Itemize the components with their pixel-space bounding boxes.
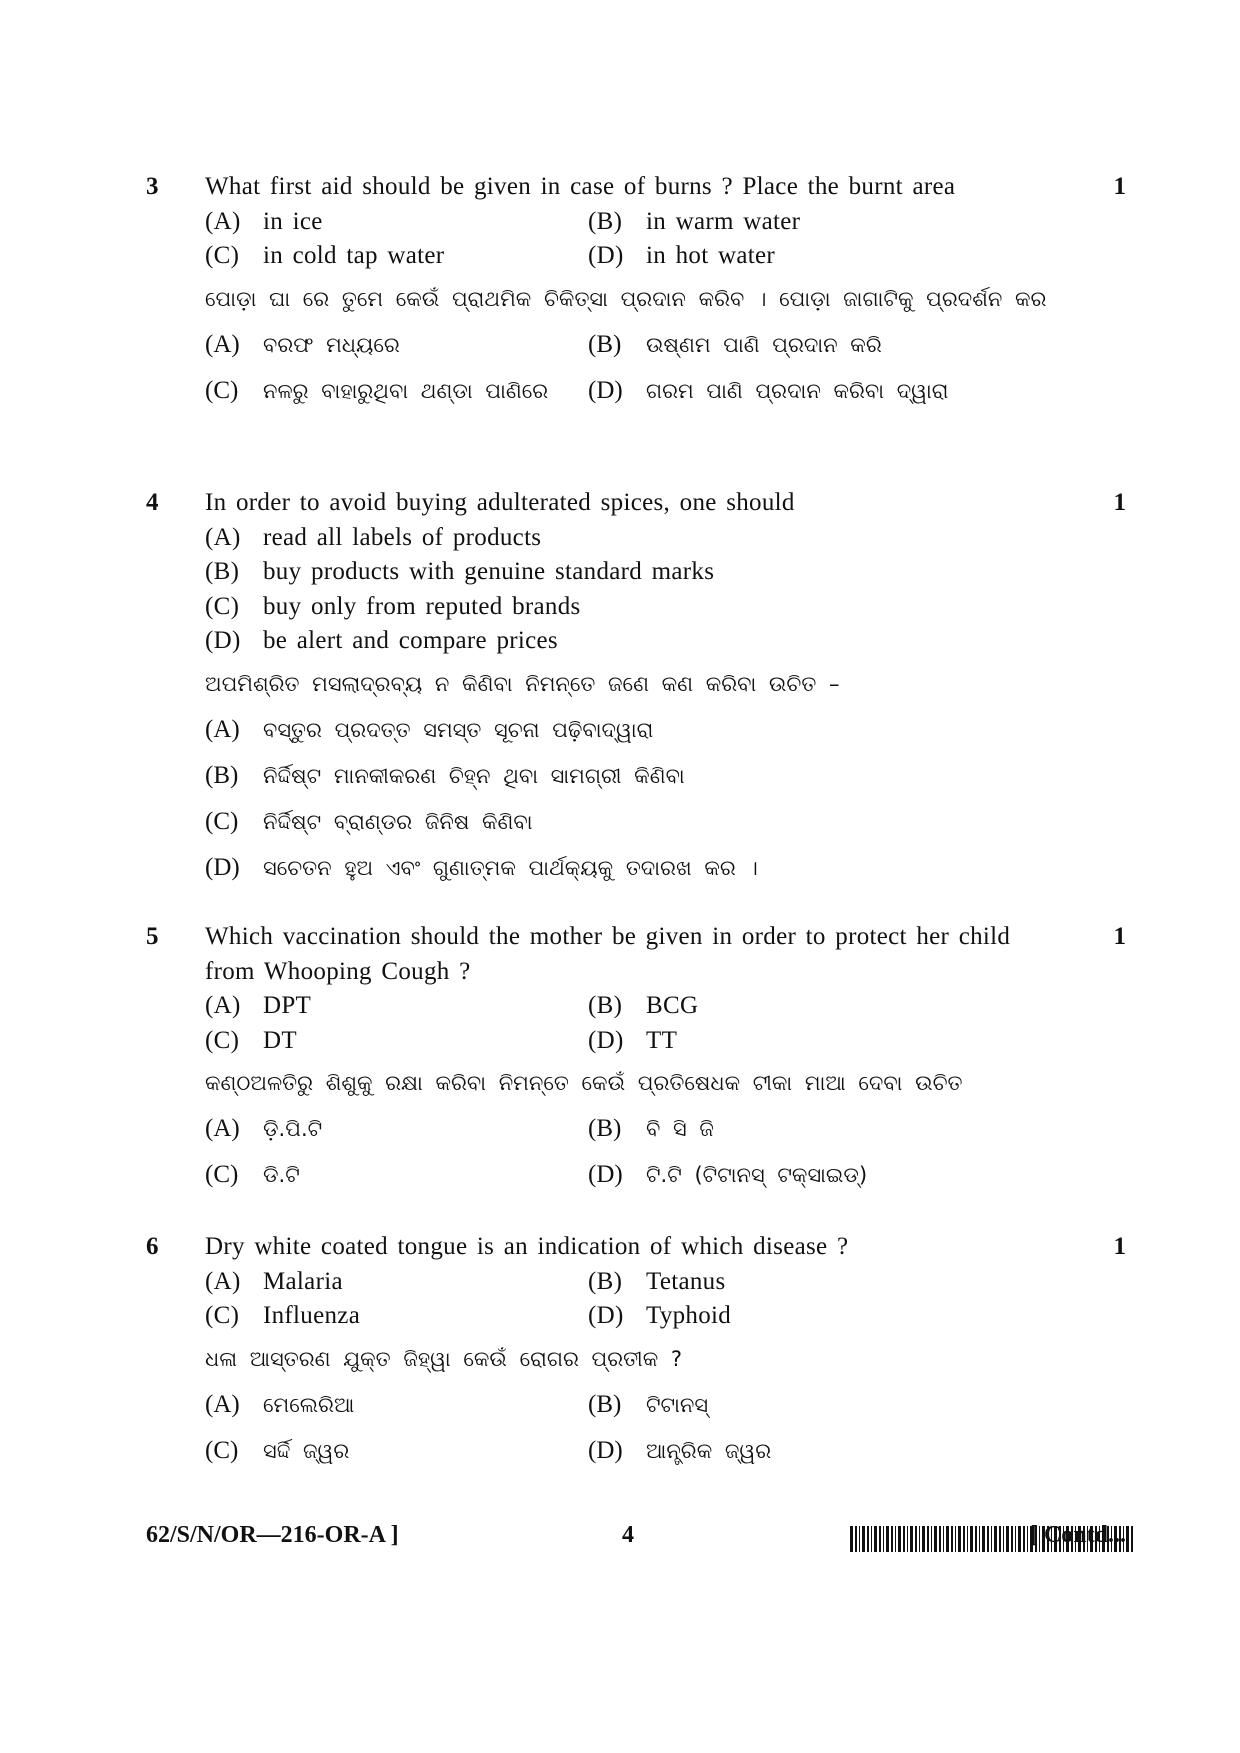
page-footer	[146, 1522, 1126, 1556]
question-stem-or: କଣ୍ଠଅଳତିରୁ ଶିଶୁକୁ ରକ୍ଷା କରିବା ନିମନ୍ତେ କେଉଁ ପ୍ରତିଷେଧକ ଟୀକା ମାଆ ଦେବା ଉଚିତ	[205, 1071, 963, 1095]
question-6	[146, 1230, 1126, 1474]
option-d-or: (D) ଟି.ଟି (ଟିଟାନସ୍ ଟକ୍ସାଇଡ୍)	[588, 1161, 868, 1188]
option-b-en: (B) Tetanus	[588, 1267, 726, 1295]
option-c-en: (C) DT	[205, 1026, 297, 1054]
option-d-en: (D) be alert and compare prices	[205, 627, 558, 654]
question-marks: 1	[1113, 173, 1126, 200]
option-d-or: (D) ସଚେତନ ହୁଅ ଏବଂ ଗୁଣାତ୍ମକ ପାର୍ଥକ୍ୟକୁ ତଦାରଖ କର ।	[205, 853, 758, 881]
option-c-en: (C) in cold tap water	[205, 242, 445, 269]
option-c-or: (C) ସର୍ଦ୍ଦି ଜ୍ୱର	[205, 1436, 350, 1464]
question-marks: 1	[1113, 923, 1126, 950]
question-stem-en: Dry white coated tongue is an indication of which disease ?	[205, 1233, 849, 1260]
question-stem-or: ପୋଡ଼ା ଘା ରେ ତୁମେ କେଉଁ ପ୍ରାଥମିକ ଚିକିତ୍ସା ପ୍ରଦାନ କରିବ । ପୋଡ଼ା ଜାଗାଟିକୁ ପ୍ରଦର୍ଶନ କର	[205, 286, 1047, 311]
option-a-or: (A) ବରଫ ମଧ୍ୟରେ	[205, 330, 400, 358]
option-d-en: (D) in hot water	[588, 242, 776, 269]
paper-code: 62/S/N/OR—216-OR-A ]	[146, 1522, 399, 1548]
option-d-or: (D) ଆନ୍ତ୍ରିକ ଜ୍ୱର	[588, 1436, 772, 1464]
option-c-or: (C) ନିର୍ଦ୍ଦିଷ୍ଟ ବ୍ରାଣ୍ଡର ଜିନିଷ କିଣିବା	[205, 807, 533, 835]
question-3	[146, 170, 1126, 414]
question-marks: 1	[1113, 1233, 1126, 1260]
question-stem-en: In order to avoid buying adulterated spices, one should	[205, 489, 795, 516]
option-a-or: (A) ମେଲେରିଆ	[205, 1390, 355, 1418]
option-a-or: (A) ବସ୍ତୁର ପ୍ରଦତ୍ତ ସମସ୍ତ ସୂଚନା ପଢ଼ିବାଦ୍ୱାରା	[205, 715, 654, 743]
question-marks: 1	[1113, 489, 1126, 516]
question-5	[146, 920, 1126, 1198]
option-b-en: (B) BCG	[588, 992, 699, 1019]
option-d-en: (D) TT	[588, 1026, 678, 1054]
question-number: 4	[146, 489, 159, 516]
option-a-en: (A) in ice	[205, 207, 323, 235]
question-number: 3	[146, 173, 159, 200]
question-stem-or: ଧଳା ଆସ୍ତରଣ ଯୁକ୍ତ ଜିହ୍ୱା କେଉଁ ରୋଗର ପ୍ରତୀକ ?	[205, 1346, 683, 1371]
page-number: 4	[622, 1522, 634, 1548]
option-b-en: (B) in warm water	[588, 207, 801, 235]
option-b-or: (B) ନିର୍ଦ୍ଦିଷ୍ଟ ମାନକୀକରଣ ଚିହ୍ନ ଥିବା ସାମଗ୍ରୀ କିଣିବା	[205, 761, 685, 789]
question-number: 6	[146, 1233, 159, 1260]
option-d-en: (D) Typhoid	[588, 1302, 732, 1329]
option-a-en: (A) read all labels of products	[205, 523, 542, 551]
option-c-or: (C) ଡି.ଟି	[205, 1161, 300, 1188]
option-a-or: (A) ଡ଼ି.ପି.ଟି	[205, 1115, 323, 1142]
option-a-en: (A) Malaria	[205, 1267, 343, 1295]
option-d-or: (D) ଗରମ ପାଣି ପ୍ରଦାନ କରିବା ଦ୍ୱାରା	[588, 376, 949, 404]
option-b-or: (B) ବି ସି ଜି	[588, 1115, 714, 1142]
option-c-en: (C) Influenza	[205, 1302, 361, 1329]
question-stem-en: Which vaccination should the mother be given in order to protect her child from Whooping Cough ?	[205, 923, 1011, 985]
question-stem-en: What first aid should be given in case of burns ? Place the burnt area	[205, 173, 956, 200]
option-b-en: (B) buy products with genuine standard marks	[205, 558, 715, 585]
question-4	[146, 486, 1126, 891]
option-c-or: (C) ନଳରୁ ବାହାରୁଥିବା ଥଣ୍ଡା ପାଣିରେ	[205, 376, 549, 404]
option-c-en: (C) buy only from reputed brands	[205, 592, 581, 620]
continued-label: [ Contd...	[1029, 1522, 1126, 1548]
option-b-or: (B) ଟିଟାନସ୍	[588, 1390, 709, 1418]
question-number: 5	[146, 923, 159, 950]
option-a-en: (A) DPT	[205, 992, 312, 1019]
question-stem-or: ଅପମିଶ୍ରିତ ମସଲାଦ୍ରବ୍ୟ ନ କିଣିବା ନିମନ୍ତେ ଜଣେ କଣ କରିବା ଉଚିତ –	[205, 671, 840, 696]
option-b-or: (B) ଉଷ୍ଣମ ପାଣି ପ୍ରଦାନ କରି	[588, 330, 882, 358]
